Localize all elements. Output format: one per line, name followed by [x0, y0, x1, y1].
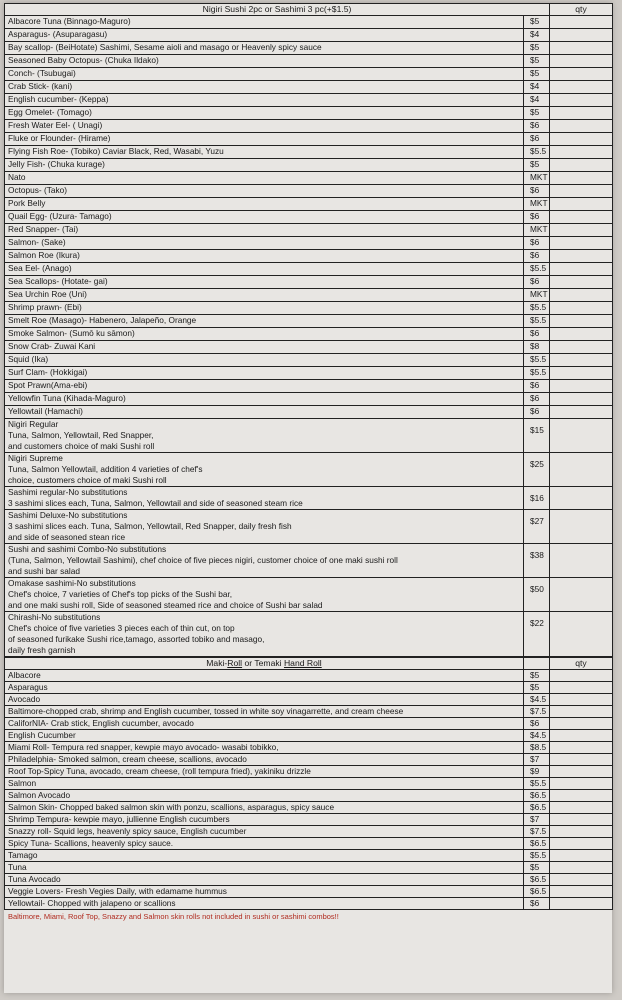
nigiri-combo-name — [5, 612, 524, 657]
maki-item-qty-cell[interactable] — [550, 802, 613, 814]
maki-item-row — [5, 826, 613, 838]
nigiri-item-name: Smoke Salmon- (Sumō ku sāmon) — [5, 328, 524, 341]
nigiri-item-row — [5, 29, 613, 42]
maki-item-row — [5, 694, 613, 706]
maki-item-price: $5.5 — [524, 778, 550, 790]
nigiri-item-name: Spot Prawn(Ama-ebi) — [5, 380, 524, 393]
nigiri-item-price: $5 — [524, 16, 550, 29]
nigiri-combo-line: Sushi and sashimi Combo-No substitutions — [8, 544, 167, 554]
nigiri-combo-name — [5, 578, 524, 612]
nigiri-item-qty-cell[interactable] — [550, 94, 613, 107]
nigiri-item-price: $6 — [524, 211, 550, 224]
nigiri-item-qty-cell[interactable] — [550, 224, 613, 237]
nigiri-combo-line: 3 sashimi slices each. Tuna, Salmon, Yellowtail, Red Snapper, daily fresh fish — [8, 521, 292, 531]
nigiri-combo-row — [5, 487, 613, 510]
nigiri-item-price: $4 — [524, 94, 550, 107]
nigiri-item-name: Fluke or Flounder- (Hirame) — [5, 133, 524, 146]
maki-item-price: $5 — [524, 682, 550, 694]
nigiri-table — [4, 3, 613, 657]
nigiri-combo-price: $27 — [524, 510, 550, 544]
maki-item-qty-cell[interactable] — [550, 766, 613, 778]
maki-item-qty-cell[interactable] — [550, 814, 613, 826]
nigiri-item-price: $6 — [524, 250, 550, 263]
maki-item-row — [5, 814, 613, 826]
nigiri-item-qty-cell[interactable] — [550, 289, 613, 302]
nigiri-item-name: Crab Stick- (kani) — [5, 81, 524, 94]
nigiri-combo-line: daily fresh garnish — [8, 645, 76, 655]
nigiri-item-name: Salmon Roe (Ikura) — [5, 250, 524, 263]
maki-item-name: Veggie Lovers- Fresh Vegies Daily, with edamame hummus — [5, 886, 524, 898]
maki-item-qty-cell[interactable] — [550, 718, 613, 730]
maki-item-price: $6 — [524, 718, 550, 730]
nigiri-item-qty-cell[interactable] — [550, 341, 613, 354]
maki-item-name: Salmon Avocado — [5, 790, 524, 802]
nigiri-item-name: Flying Fish Roe- (Tobiko) Caviar Black, Red, Wasabi, Yuzu — [5, 146, 524, 159]
maki-item-name: CaliforNIA- Crab stick, English cucumber, avocado — [5, 718, 524, 730]
nigiri-item-price: $5.5 — [524, 315, 550, 328]
nigiri-combo-row — [5, 578, 613, 612]
nigiri-combo-price: $15 — [524, 419, 550, 453]
nigiri-item-name: Egg Omelet- (Tomago) — [5, 107, 524, 120]
nigiri-item-price: $6 — [524, 120, 550, 133]
nigiri-item-qty-cell[interactable] — [550, 55, 613, 68]
maki-item-price: $7 — [524, 754, 550, 766]
nigiri-item-row — [5, 55, 613, 68]
nigiri-item-qty-cell[interactable] — [550, 406, 613, 419]
maki-item-price: $5 — [524, 862, 550, 874]
maki-item-qty-cell[interactable] — [550, 670, 613, 682]
nigiri-item-row — [5, 302, 613, 315]
nigiri-item-price: $6 — [524, 185, 550, 198]
nigiri-item-row — [5, 16, 613, 29]
maki-item-name: Tamago — [5, 850, 524, 862]
nigiri-combo-qty-cell[interactable] — [550, 544, 613, 578]
nigiri-combo-line: Nigiri Regular — [8, 419, 59, 429]
nigiri-combo-line: (Tuna, Salmon, Yellowtail Sashimi), chef choice of five pieces nigiri, customer choice of one maki sushi roll — [8, 555, 398, 565]
maki-item-price: $6 — [524, 898, 550, 910]
nigiri-combo-line: Chef's choice, 7 varieties of Chef's top picks of the Sushi bar, — [8, 589, 233, 599]
nigiri-combo-qty-cell[interactable] — [550, 487, 613, 510]
nigiri-item-price: $6 — [524, 276, 550, 289]
maki-item-price: $4.5 — [524, 730, 550, 742]
nigiri-item-price: MKT — [524, 224, 550, 237]
maki-item-row — [5, 874, 613, 886]
nigiri-item-row — [5, 367, 613, 380]
nigiri-combo-name — [5, 487, 524, 510]
nigiri-item-price: $5 — [524, 42, 550, 55]
nigiri-item-row — [5, 68, 613, 81]
nigiri-item-row — [5, 198, 613, 211]
nigiri-header-row — [5, 4, 613, 16]
maki-item-price: $6.5 — [524, 802, 550, 814]
nigiri-item-name: Yellowfin Tuna (Kihada-Maguro) — [5, 393, 524, 406]
maki-title-pre: Maki- — [206, 658, 228, 668]
nigiri-combo-name — [5, 544, 524, 578]
nigiri-item-price: $5 — [524, 159, 550, 172]
nigiri-combo-line: Sashimi Deluxe-No substitutions — [8, 510, 128, 520]
nigiri-item-row — [5, 224, 613, 237]
nigiri-item-qty-cell[interactable] — [550, 107, 613, 120]
maki-item-row — [5, 850, 613, 862]
maki-item-qty-cell[interactable] — [550, 754, 613, 766]
nigiri-item-qty-cell[interactable] — [550, 81, 613, 94]
maki-item-price: $6.5 — [524, 838, 550, 850]
nigiri-item-price: $5 — [524, 55, 550, 68]
nigiri-item-name: Nato — [5, 172, 524, 185]
maki-title-roll: Roll — [227, 658, 243, 668]
maki-item-qty-cell[interactable] — [550, 706, 613, 718]
maki-header-row — [5, 658, 613, 670]
maki-item-price: $7 — [524, 814, 550, 826]
nigiri-item-qty-cell[interactable] — [550, 159, 613, 172]
nigiri-item-name: Quail Egg- (Uzura- Tamago) — [5, 211, 524, 224]
maki-item-name: English Cucumber — [5, 730, 524, 742]
nigiri-item-name: Pork Belly — [5, 198, 524, 211]
nigiri-item-qty-cell[interactable] — [550, 198, 613, 211]
nigiri-combo-price: $25 — [524, 453, 550, 487]
nigiri-item-name: Fresh Water Eel- ( Unagi) — [5, 120, 524, 133]
nigiri-item-price: $5.5 — [524, 367, 550, 380]
nigiri-combo-row — [5, 510, 613, 544]
maki-item-qty-cell[interactable] — [550, 742, 613, 754]
nigiri-item-price: $5.5 — [524, 302, 550, 315]
maki-item-qty-cell[interactable] — [550, 862, 613, 874]
nigiri-item-row — [5, 315, 613, 328]
maki-item-qty-cell[interactable] — [550, 838, 613, 850]
maki-item-name: Tuna Avocado — [5, 874, 524, 886]
maki-item-qty-cell[interactable] — [550, 694, 613, 706]
nigiri-item-name: Squid (Ika) — [5, 354, 524, 367]
nigiri-combo-line: of seasoned furikake Sushi rice,tamago, assorted tobiko and masago, — [8, 634, 265, 644]
maki-item-price: $4.5 — [524, 694, 550, 706]
maki-item-qty-cell[interactable] — [550, 874, 613, 886]
maki-item-price: $8.5 — [524, 742, 550, 754]
nigiri-combo-price: $16 — [524, 487, 550, 510]
nigiri-combo-price: $38 — [524, 544, 550, 578]
nigiri-item-qty-cell[interactable] — [550, 42, 613, 55]
maki-item-qty-cell[interactable] — [550, 682, 613, 694]
nigiri-item-price: $5.5 — [524, 146, 550, 159]
nigiri-item-name: Sea Urchin Roe (Uni) — [5, 289, 524, 302]
maki-item-name: Snazzy roll- Squid legs, heavenly spicy sauce, English cucumber — [5, 826, 524, 838]
nigiri-item-name: Snow Crab- Zuwai Kani — [5, 341, 524, 354]
maki-item-row — [5, 898, 613, 910]
nigiri-item-row — [5, 341, 613, 354]
maki-item-row — [5, 838, 613, 850]
nigiri-item-qty-cell[interactable] — [550, 263, 613, 276]
maki-item-row — [5, 778, 613, 790]
maki-item-row — [5, 730, 613, 742]
nigiri-item-qty-cell[interactable] — [550, 133, 613, 146]
nigiri-combo-price: $50 — [524, 578, 550, 612]
maki-item-qty-cell[interactable] — [550, 790, 613, 802]
nigiri-combo-row — [5, 612, 613, 657]
nigiri-item-name: Conch- (Tsubugai) — [5, 68, 524, 81]
nigiri-item-row — [5, 289, 613, 302]
nigiri-combo-line: Chirashi-No substitutions — [8, 612, 101, 622]
maki-item-name: Shrimp Tempura- kewpie mayo, jullienne English cucumbers — [5, 814, 524, 826]
nigiri-item-price: $5.5 — [524, 263, 550, 276]
nigiri-item-row — [5, 133, 613, 146]
nigiri-item-price: $8 — [524, 341, 550, 354]
nigiri-item-price: $6 — [524, 328, 550, 341]
nigiri-item-qty-cell[interactable] — [550, 393, 613, 406]
maki-table — [4, 657, 613, 910]
nigiri-combo-qty-cell[interactable] — [550, 419, 613, 453]
maki-item-row — [5, 790, 613, 802]
maki-item-price: $9 — [524, 766, 550, 778]
nigiri-item-qty-cell[interactable] — [550, 211, 613, 224]
nigiri-item-name: Shrimp prawn- (Ebi) — [5, 302, 524, 315]
nigiri-combo-qty-cell[interactable] — [550, 612, 613, 657]
nigiri-item-qty-cell[interactable] — [550, 380, 613, 393]
nigiri-combo-price: $22 — [524, 612, 550, 657]
maki-item-row — [5, 766, 613, 778]
nigiri-item-row — [5, 354, 613, 367]
maki-item-row — [5, 706, 613, 718]
nigiri-item-qty-cell[interactable] — [550, 328, 613, 341]
nigiri-combo-line: and one maki sushi roll, Side of seasoned steamed rice and choice of Sushi bar salad — [8, 600, 323, 610]
nigiri-combo-line: Tuna, Salmon Yellowtail, addition 4 varieties of chef's — [8, 464, 203, 474]
nigiri-item-qty-cell[interactable] — [550, 276, 613, 289]
maki-item-price: $7.5 — [524, 706, 550, 718]
nigiri-item-row — [5, 172, 613, 185]
nigiri-combo-name — [5, 453, 524, 487]
nigiri-item-name: Red Snapper- (Tai) — [5, 224, 524, 237]
nigiri-item-name: Bay scallop- (BeiHotate) Sashimi, Sesame aioli and masago or Heavenly spicy sauce — [5, 42, 524, 55]
nigiri-item-name: Asparagus- (Asuparagasu) — [5, 29, 524, 42]
nigiri-item-name: Sea Scallops- (Hotate- gai) — [5, 276, 524, 289]
nigiri-item-qty-cell[interactable] — [550, 367, 613, 380]
maki-qty-header: qty — [550, 658, 613, 670]
nigiri-combo-row — [5, 419, 613, 453]
nigiri-item-qty-cell[interactable] — [550, 237, 613, 250]
maki-item-name: Philadelphia- Smoked salmon, cream cheese, scallions, avocado — [5, 754, 524, 766]
nigiri-item-row — [5, 146, 613, 159]
nigiri-item-name: Smelt Roe (Masago)- Habenero, Jalapeño, Orange — [5, 315, 524, 328]
nigiri-combo-line: 3 sashimi slices each, Tuna, Salmon, Yellowtail and side of seasoned steam rice — [8, 498, 303, 508]
nigiri-item-qty-cell[interactable] — [550, 354, 613, 367]
nigiri-item-price: $6 — [524, 133, 550, 146]
maki-item-price: $5 — [524, 670, 550, 682]
nigiri-item-row — [5, 263, 613, 276]
nigiri-combo-line: choice, customers choice of maki Sushi roll — [8, 475, 167, 485]
nigiri-item-qty-cell[interactable] — [550, 146, 613, 159]
maki-item-name: Spicy Tuna- Scallions, heavenly spicy sauce. — [5, 838, 524, 850]
nigiri-item-qty-cell[interactable] — [550, 29, 613, 42]
maki-item-price: $6.5 — [524, 874, 550, 886]
maki-item-row — [5, 862, 613, 874]
nigiri-item-name: Jelly Fish- (Chuka kurage) — [5, 159, 524, 172]
maki-item-name: Salmon Skin- Chopped baked salmon skin with ponzu, scallions, asparagus, spicy sauce — [5, 802, 524, 814]
nigiri-combo-qty-cell[interactable] — [550, 578, 613, 612]
nigiri-combo-line: and sushi bar salad — [8, 566, 80, 576]
maki-item-price: $7.5 — [524, 826, 550, 838]
maki-item-name: Avocado — [5, 694, 524, 706]
nigiri-item-row — [5, 107, 613, 120]
nigiri-item-row — [5, 42, 613, 55]
nigiri-combo-line: and customers choice of maki Sushi roll — [8, 441, 155, 451]
nigiri-item-name: Seasoned Baby Octopus- (Chuka Ildako) — [5, 55, 524, 68]
maki-item-qty-cell[interactable] — [550, 886, 613, 898]
nigiri-combo-qty-cell[interactable] — [550, 453, 613, 487]
nigiri-item-price: MKT — [524, 289, 550, 302]
nigiri-item-price: $6 — [524, 237, 550, 250]
nigiri-item-row — [5, 81, 613, 94]
nigiri-item-price: $4 — [524, 29, 550, 42]
nigiri-qty-header: qty — [550, 4, 613, 16]
nigiri-item-name: Salmon- (Sake) — [5, 237, 524, 250]
nigiri-item-row — [5, 380, 613, 393]
nigiri-combo-line: Sashimi regular-No substitutions — [8, 487, 128, 497]
nigiri-combo-row — [5, 544, 613, 578]
nigiri-combo-name — [5, 419, 524, 453]
maki-item-name: Albacore — [5, 670, 524, 682]
nigiri-combo-line: Tuna, Salmon, Yellowtail, Red Snapper, — [8, 430, 154, 440]
maki-title — [5, 658, 524, 670]
maki-item-name: Salmon — [5, 778, 524, 790]
nigiri-item-row — [5, 328, 613, 341]
maki-header-spacer — [524, 658, 550, 670]
nigiri-item-qty-cell[interactable] — [550, 250, 613, 263]
maki-item-name: Miami Roll- Tempura red snapper, kewpie mayo avocado- wasabi tobikko, — [5, 742, 524, 754]
nigiri-combo-qty-cell[interactable] — [550, 510, 613, 544]
maki-item-row — [5, 718, 613, 730]
maki-item-name: Roof Top-Spicy Tuna, avocado, cream cheese, (roll tempura fried), yakiniku drizzle — [5, 766, 524, 778]
nigiri-item-name: Yellowtail (Hamachi) — [5, 406, 524, 419]
nigiri-item-qty-cell[interactable] — [550, 16, 613, 29]
maki-item-row — [5, 802, 613, 814]
nigiri-item-row — [5, 393, 613, 406]
menu-sheet — [4, 3, 612, 993]
nigiri-item-price: MKT — [524, 172, 550, 185]
nigiri-item-price: MKT — [524, 198, 550, 211]
maki-title-hand: Hand Roll — [283, 658, 322, 668]
maki-item-row — [5, 682, 613, 694]
nigiri-item-price: $5 — [524, 68, 550, 81]
nigiri-combo-line: Omakase sashimi-No substitutions — [8, 578, 136, 588]
nigiri-item-price: $5.5 — [524, 354, 550, 367]
nigiri-item-qty-cell[interactable] — [550, 185, 613, 198]
nigiri-item-row — [5, 120, 613, 133]
nigiri-combo-name — [5, 510, 524, 544]
nigiri-item-price: $6 — [524, 406, 550, 419]
nigiri-combo-line: and side of seasoned stean rice — [8, 532, 126, 542]
maki-item-row — [5, 886, 613, 898]
nigiri-item-name: Sea Eel- (Anago) — [5, 263, 524, 276]
maki-item-row — [5, 670, 613, 682]
nigiri-item-row — [5, 94, 613, 107]
nigiri-item-qty-cell[interactable] — [550, 315, 613, 328]
nigiri-title: Nigiri Sushi 2pc or Sashimi 3 pc(+$1.5) — [5, 4, 550, 16]
nigiri-item-row — [5, 250, 613, 263]
maki-item-row — [5, 754, 613, 766]
maki-title-mid: or Temaki — [242, 658, 284, 668]
maki-item-qty-cell[interactable] — [550, 826, 613, 838]
nigiri-item-row — [5, 211, 613, 224]
nigiri-item-qty-cell[interactable] — [550, 172, 613, 185]
nigiri-item-name: English cucumber- (Keppa) — [5, 94, 524, 107]
nigiri-combo-line: Chef's choice of five varieties 3 pieces each of thin cut, on top — [8, 623, 235, 633]
nigiri-combo-row — [5, 453, 613, 487]
maki-item-price: $5.5 — [524, 850, 550, 862]
maki-item-qty-cell[interactable] — [550, 850, 613, 862]
nigiri-item-name: Octopus- (Tako) — [5, 185, 524, 198]
nigiri-item-price: $5 — [524, 107, 550, 120]
maki-item-price: $6.5 — [524, 790, 550, 802]
nigiri-item-price: $6 — [524, 380, 550, 393]
maki-item-qty-cell[interactable] — [550, 730, 613, 742]
nigiri-item-qty-cell[interactable] — [550, 120, 613, 133]
nigiri-item-qty-cell[interactable] — [550, 302, 613, 315]
nigiri-item-row — [5, 185, 613, 198]
footer-note: Baltimore, Miami, Roof Top, Snazzy and Salmon skin rolls not included in sushi or sashimi combos!! — [8, 912, 339, 921]
maki-item-name: Yellowtail- Chopped with jalapeno or scallions — [5, 898, 524, 910]
maki-item-qty-cell[interactable] — [550, 898, 613, 910]
maki-item-name: Tuna — [5, 862, 524, 874]
maki-item-name: Baltimore-chopped crab, shrimp and English cucumber, tossed in white soy vinagarrette, and cream cheese — [5, 706, 524, 718]
nigiri-item-row — [5, 159, 613, 172]
nigiri-item-name: Surf Clam- (Hokkigai) — [5, 367, 524, 380]
maki-item-name: Asparagus — [5, 682, 524, 694]
nigiri-item-row — [5, 406, 613, 419]
maki-item-price: $6.5 — [524, 886, 550, 898]
nigiri-item-row — [5, 276, 613, 289]
maki-item-row — [5, 742, 613, 754]
nigiri-item-price: $4 — [524, 81, 550, 94]
nigiri-item-price: $6 — [524, 393, 550, 406]
nigiri-item-qty-cell[interactable] — [550, 68, 613, 81]
nigiri-combo-line: Nigiri Supreme — [8, 453, 63, 463]
maki-item-qty-cell[interactable] — [550, 778, 613, 790]
nigiri-item-name: Albacore Tuna (Binnago-Maguro) — [5, 16, 524, 29]
nigiri-item-row — [5, 237, 613, 250]
